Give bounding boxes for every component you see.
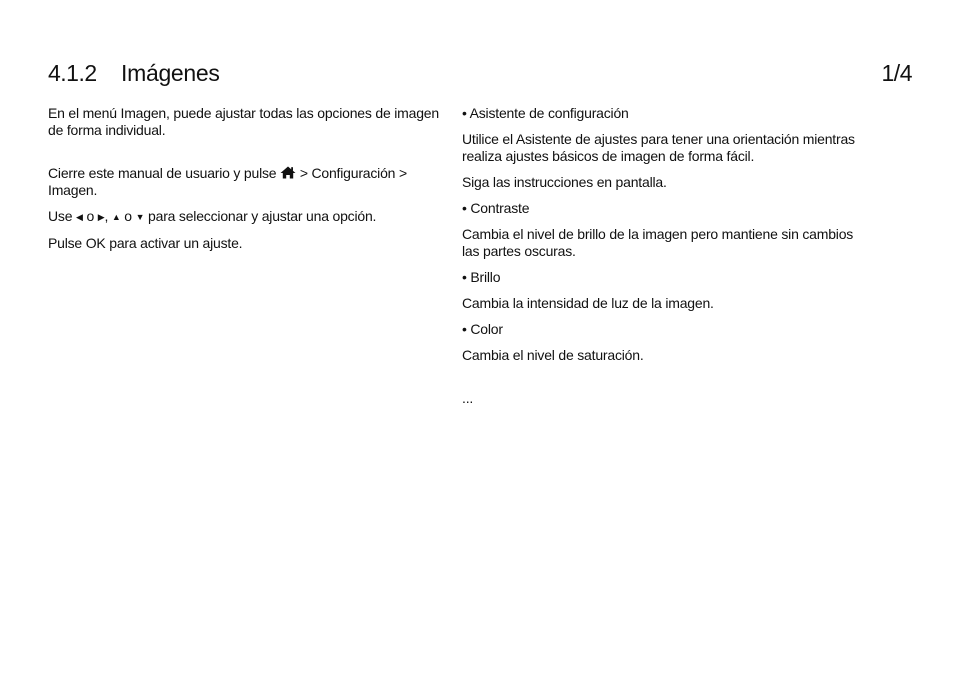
right-column — [462, 105, 862, 416]
navigation-paragraph — [48, 208, 443, 226]
close-prefix-text: Cierre este manual de usuario y pulse — [48, 165, 277, 181]
or-word: o — [124, 208, 132, 224]
setting-desc-assistant-instructions: Siga las instrucciones en pantalla. — [462, 174, 667, 190]
page-counter: 1/4 — [881, 60, 912, 86]
intro-paragraph: En el menú Imagen, puede ajustar todas las opciones de imagen de forma individual. — [48, 105, 439, 138]
close-manual-paragraph — [48, 165, 443, 199]
comma-text: , — [104, 208, 109, 224]
arrow-up-icon: ▲ — [111, 212, 121, 222]
arrow-down-icon: ▼ — [135, 212, 145, 222]
arrow-right-icon: ▶ — [97, 212, 105, 222]
continuation-ellipsis: ... — [462, 390, 474, 406]
setting-heading-color: • Color — [462, 321, 503, 337]
arrow-left-icon: ◀ — [76, 212, 83, 222]
setting-desc-color: Cambia el nivel de saturación. — [462, 347, 644, 363]
setting-desc-brightness: Cambia la intensidad de luz de la imagen. — [462, 295, 714, 311]
ok-paragraph: Pulse OK para activar un ajuste. — [48, 235, 243, 251]
use-suffix-text: para seleccionar y ajustar una opción. — [148, 208, 377, 224]
or-word: o — [86, 208, 95, 224]
page-header — [48, 60, 912, 94]
setting-heading-brightness: • Brillo — [462, 269, 501, 285]
section-number: 4.1.2 — [48, 60, 97, 86]
use-word: Use — [48, 208, 73, 224]
home-icon — [280, 166, 296, 179]
setting-heading-contrast: • Contraste — [462, 200, 530, 216]
setting-heading-assistant: • Asistente de configuración — [462, 105, 629, 121]
left-column — [48, 105, 443, 261]
close-suffix-text: > Configuración > Imagen. — [48, 165, 407, 198]
setting-desc-assistant: Utilice el Asistente de ajustes para tener una orientación mientras realiza ajustes básicos de imagen de forma fácil. — [462, 131, 855, 164]
setting-desc-contrast: Cambia el nivel de brillo de la imagen pero mantiene sin cambios las partes oscuras. — [462, 226, 854, 259]
page-title: Imágenes — [121, 60, 220, 86]
